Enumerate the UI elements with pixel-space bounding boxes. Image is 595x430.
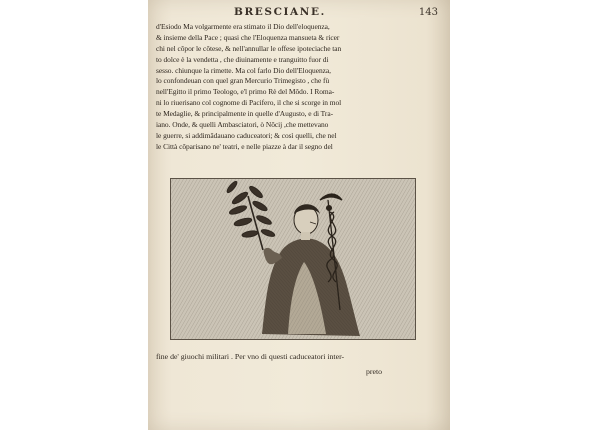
running-head: BRESCIANE. [234, 6, 326, 18]
text-line: te Medaglie, & principalmente in quelle d'Augusto, e di Tra- [156, 109, 334, 119]
text-line: le Città cõparisano ne' teatri, e nelle piazze à dar il segno del [156, 141, 333, 151]
text-line: sesso. chiunque la rimette. Ma col farlo Dio dell'Eloquenza, [156, 65, 331, 75]
text-line: lo confondeuan con quel gran Mercurio Trimegisto , che fù [156, 76, 330, 86]
text-line: to dolce è la vendetta , che diuinamente e tranguitto fuor di [156, 54, 329, 64]
book-page [148, 0, 450, 430]
text-line: d'Esiodo Ma volgarmente era stimato il Dio dell'eloquenza, [156, 22, 330, 31]
text-line: nell'Egitto il primo Teologo, e'l primo Rè del Mõdo. I Roma- [156, 87, 335, 97]
text-line: iano. Onde, & quelli Ambasciatori, ò Nõcij ,che mettevano [156, 120, 329, 130]
text-line: & insieme della Pace ; quasi che l'Eloquenza mansueta & ricer [156, 32, 340, 42]
text-line: chi nel côpor le côtese, & nell'annullar le offese ipoteciache tan [156, 43, 342, 53]
body-text [156, 22, 444, 153]
page-number: 143 [418, 7, 438, 18]
text-line: ni lo riuerisano col cognome di Pacifero, il che si scorge in mol [156, 98, 342, 108]
page-header [148, 6, 450, 20]
woodcut-illustration [170, 178, 416, 340]
closing-line: fine de' giuochi militari . Per vno di questi caduceatori inter- [156, 352, 345, 361]
text-line: le guerre, si addimãdauano caduceatori; & così quelli, che nel [156, 130, 337, 140]
catchword: preto [366, 367, 383, 376]
